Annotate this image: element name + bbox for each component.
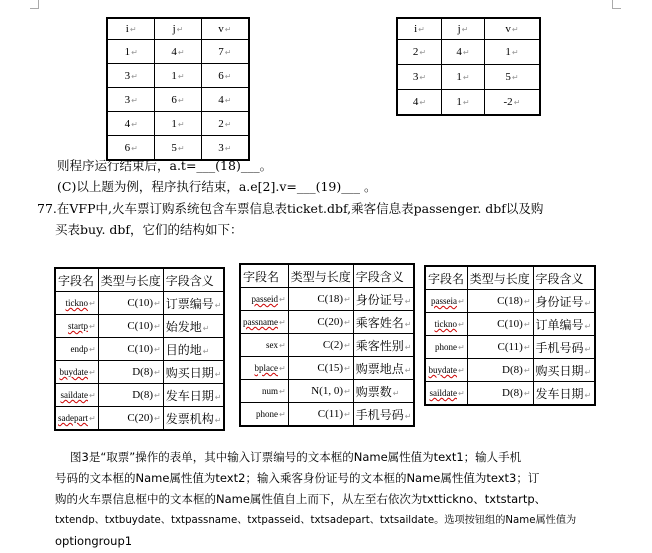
field-name-cell-text: startp [67,321,88,331]
field-type-cell [288,288,353,311]
paragraph-mark-icon: ↵ [462,73,470,82]
paragraph-mark-icon: ↵ [131,143,138,153]
paragraph-mark-icon: ↵ [279,410,286,419]
column-header [201,18,249,40]
field-meaning-cell-text: 身份证号 [355,292,404,307]
field-name-cell [55,315,98,338]
field-type-cell-text: D(8) [502,364,523,376]
paragraph-line-3: 购的火车票信息框中的文本框的Name属性值自上而下，从左至右依次为txttickno、txtstartp、 [55,492,547,506]
paragraph-mark-icon: ↵ [154,391,161,400]
field-name-cell-text: saildate [429,388,457,398]
field-type-cell-text: C(2) [322,339,344,351]
struct-row [55,407,224,431]
table-cell-text: 2 [218,117,224,130]
field-meaning-cell [533,382,595,406]
struct-row [55,292,224,315]
paragraph-mark-icon: ↵ [214,369,222,379]
field-name-cell [55,338,98,361]
field-meaning-cell [533,290,595,313]
field-meaning-cell-text: 发车日期 [535,386,584,401]
field-type-cell-text: D(8) [132,366,153,378]
table-cell [201,88,249,112]
field-type-cell [98,361,163,384]
paragraph-mark-icon: ↵ [224,71,232,81]
paragraph-mark-icon: ↵ [458,343,465,352]
paragraph-mark-icon: ↵ [279,341,286,350]
table-cell [397,40,441,65]
paragraph-mark-icon: ↵ [176,25,184,34]
paragraph-mark-icon: ↵ [418,25,425,34]
field-type-cell [98,384,163,407]
field-type-cell [288,334,353,357]
field-name-cell [240,357,288,380]
table-cell [107,88,155,112]
column-header-text: j [172,23,176,35]
struct-column-header: 字段名 [425,266,467,290]
paragraph-mark-icon: ↵ [344,387,351,396]
field-type-cell-text: C(15) [317,362,344,374]
paragraph-mark-icon: ↵ [584,367,592,377]
struct-row [240,311,414,334]
field-meaning-cell-text: 购票数 [355,384,392,399]
field-type-cell-text: N(1, 0) [311,385,344,397]
field-name-cell-text: passname [243,317,278,327]
paragraph-mark-icon: ↵ [214,300,222,310]
paragraph-mark-icon: ↵ [154,299,161,308]
paragraph-mark-icon: ↵ [214,392,222,402]
field-type-cell-text: C(10) [127,343,153,355]
field-meaning-cell [353,288,414,311]
field-meaning-cell-text: 订单编号 [535,317,584,332]
paragraph-mark-icon: ↵ [404,296,412,306]
struct-row [425,382,595,406]
field-type-cell-text: C(10) [127,297,153,309]
line-question-77-cont: 买表buy. dbf，它们的结构如下： [55,222,243,237]
paragraph-mark-icon: ↵ [224,119,232,129]
field-name-cell-text: tickno [434,319,457,329]
column-header-text: j [457,23,461,35]
paragraph-mark-icon: ↵ [88,414,96,423]
line-question-18: 则程序运行结束后，a.t=___(18)___。 [57,158,273,173]
table-cell-text: 3 [124,93,131,106]
paragraph-mark-icon: ↵ [392,388,400,398]
table-row [397,65,540,90]
paragraph-mark-icon: ↵ [154,322,161,331]
table-cell [201,112,249,136]
field-name-cell-text: phone [256,409,278,419]
paragraph-mark-icon: ↵ [584,321,592,331]
column-header [155,18,201,40]
field-meaning-cell-text: 订票编号 [165,296,214,311]
structure-table-passenger [239,263,415,427]
paragraph-mark-icon: ↵ [404,411,412,421]
field-type-cell-text: D(8) [502,387,523,399]
field-type-cell [98,315,163,338]
paragraph-mark-icon: ↵ [279,387,286,396]
table-cell [155,88,201,112]
field-name-cell-text: sex [266,340,278,350]
field-type-cell-text: C(20) [317,316,344,328]
struct-row [425,313,595,336]
field-meaning-cell [163,315,224,338]
field-meaning-cell [163,407,224,431]
table-cell-text: 1 [171,69,177,82]
paragraph-mark-icon: ↵ [224,25,232,34]
paragraph-mark-icon: ↵ [462,48,470,57]
paragraph-mark-icon: ↵ [511,25,519,34]
paragraph-mark-icon: ↵ [131,119,138,129]
field-name-cell [240,288,288,311]
field-type-cell [467,359,533,382]
paragraph-mark-icon: ↵ [88,299,96,308]
paragraph-mark-icon: ↵ [177,71,185,81]
field-name-cell-text: endp [70,344,88,354]
field-meaning-cell-text: 发车日期 [165,388,214,403]
field-name-cell [425,359,467,382]
paragraph-mark-icon: ↵ [458,366,465,375]
field-meaning-cell-text: 购买日期 [165,365,214,380]
field-type-cell [288,380,353,403]
field-meaning-cell-text: 身份证号 [535,294,584,309]
paragraph-mark-icon: ↵ [458,320,465,329]
struct-column-header: 字段名 [240,264,288,288]
paragraph-mark-icon: ↵ [344,410,351,419]
table-cell-text: 6 [171,93,177,106]
table-cell-text: 1 [456,71,462,83]
table-cell-text: 3 [412,71,419,83]
paragraph-mark-icon: ↵ [131,47,138,57]
paragraph-line-4: txtendp、txtbuydate、txtpassname、txtpasseid、txtsadepart、txtsaildate。选项按钮组的Name属性值为 [55,515,577,526]
paragraph-line-1: 图3是“取票”操作的表单，其中输入订票编号的文本框的Name属性值为text1；输人手机 [70,450,522,464]
paragraph-mark-icon: ↵ [523,366,531,375]
field-type-cell [288,357,353,380]
field-name-cell-text: saildate [60,390,88,400]
table-cell-text: 4 [171,45,177,58]
paragraph-mark-icon: ↵ [154,414,161,423]
field-type-cell-text: C(18) [317,293,344,305]
field-name-cell [240,334,288,357]
struct-row [240,403,414,427]
column-header [397,18,441,40]
paragraph-mark-icon: ↵ [129,25,137,34]
field-meaning-cell [353,334,414,357]
field-name-cell-text: buydate [59,367,88,377]
field-name-cell [240,403,288,427]
paragraph-mark-icon: ↵ [523,297,531,306]
field-type-cell [467,382,533,406]
triplet-table-left [106,17,250,161]
paragraph-mark-icon: ↵ [404,342,412,352]
corner-mark-left [30,0,39,9]
column-header [107,18,155,40]
paragraph-mark-icon: ↵ [131,95,138,105]
paragraph-mark-icon: ↵ [88,368,96,377]
paragraph-mark-icon: ↵ [419,48,427,57]
table-cell [441,90,484,116]
struct-row [425,359,595,382]
field-name-cell [55,361,98,384]
table-cell-text: 3 [218,141,224,154]
table-cell [484,90,540,116]
field-type-cell-text: C(18) [497,295,523,307]
table-cell-text: 4 [124,117,131,130]
table-cell-text: 1 [171,117,177,130]
table-cell-text: 4 [456,46,462,58]
field-name-cell-text: buydate [428,365,457,375]
table-row [397,90,540,116]
paragraph-mark-icon: ↵ [344,341,351,350]
table-cell-text: 4 [412,96,419,108]
field-name-cell-text: bplace [254,363,278,373]
field-meaning-cell [353,311,414,334]
paragraph-mark-icon: ↵ [458,389,465,398]
field-type-cell-text: C(10) [127,320,153,332]
table-cell [155,112,201,136]
field-name-cell-text: passeid [251,294,278,304]
struct-column-header: 字段含义 [353,264,414,288]
table-cell-text: -2 [503,96,513,108]
paragraph-mark-icon: ↵ [458,297,465,306]
field-name-cell [55,407,98,431]
triplet-table-right [396,17,541,116]
struct-column-header: 字段名 [55,268,98,292]
field-type-cell-text: C(11) [497,341,523,353]
field-type-cell [98,407,163,431]
struct-row [240,357,414,380]
table-cell-text: 1 [456,96,462,108]
paragraph-mark-icon: ↵ [154,345,161,354]
column-header-text: v [505,23,511,35]
table-cell-text: 3 [124,69,131,82]
field-name-cell [55,292,98,315]
paragraph-mark-icon: ↵ [344,295,351,304]
struct-row [425,336,595,359]
field-meaning-cell-text: 购票地点 [355,361,404,376]
structure-table-buy [424,265,596,406]
field-meaning-cell-text: 手机号码 [355,407,404,422]
field-meaning-cell [163,361,224,384]
struct-row [425,290,595,313]
paragraph-mark-icon: ↵ [177,95,185,105]
field-type-cell [288,311,353,334]
paragraph-mark-icon: ↵ [584,390,592,400]
paragraph-mark-icon: ↵ [177,143,185,153]
field-meaning-cell [163,338,224,361]
table-cell-text: 7 [218,45,224,58]
paragraph-mark-icon: ↵ [419,98,427,107]
table-row [107,112,249,136]
paragraph-mark-icon: ↵ [279,318,286,327]
column-header [441,18,484,40]
field-meaning-cell-text: 乘客性别 [355,338,404,353]
table-cell [155,64,201,88]
paragraph-mark-icon: ↵ [344,318,351,327]
field-meaning-cell [533,336,595,359]
paragraph-line-2: 号码的文本框的Name属性值为text2；输入乘客身份证号的文本框的Name属性值为text3；订 [55,471,540,485]
table-cell [441,65,484,90]
field-meaning-cell [163,384,224,407]
paragraph-mark-icon: ↵ [224,143,232,153]
field-name-cell [425,313,467,336]
field-type-cell [98,292,163,315]
field-meaning-cell-text: 购买日期 [535,363,584,378]
table-cell [107,112,155,136]
table-cell [155,40,201,64]
table-cell [107,40,155,64]
column-header-text: i [125,23,129,35]
line-question-19: (C)以上题为例，程序执行结束，a.e[2].v=___(19)___ 。 [57,179,377,194]
field-meaning-cell-text: 始发地 [165,319,202,334]
field-name-cell [240,380,288,403]
paragraph-mark-icon: ↵ [224,47,232,57]
field-name-cell-text: tickno [65,298,88,308]
field-name-cell [425,336,467,359]
table-cell-text: 1 [505,46,511,58]
field-name-cell [55,384,98,407]
paragraph-mark-icon: ↵ [344,364,351,373]
struct-header-row [55,268,224,292]
table-row [107,40,249,64]
paragraph-mark-icon: ↵ [461,25,469,34]
table-cell [201,64,249,88]
struct-column-header: 类型与长度 [467,266,533,290]
column-header-text: i [414,23,418,35]
table-cell-text: 2 [412,46,419,58]
field-meaning-cell [353,403,414,427]
table-cell [397,65,441,90]
struct-row [240,380,414,403]
table-cell [484,65,540,90]
struct-row [55,384,224,407]
field-name-cell-text: phone [435,342,457,352]
paragraph-mark-icon: ↵ [513,98,521,107]
struct-row [240,334,414,357]
field-meaning-cell [353,380,414,403]
struct-column-header: 字段含义 [533,266,595,290]
struct-row [55,338,224,361]
table-row [107,88,249,112]
struct-column-header: 类型与长度 [288,264,353,288]
paragraph-mark-icon: ↵ [404,319,412,329]
field-meaning-cell-text: 乘客姓名 [355,315,404,330]
field-name-cell [240,311,288,334]
table-row [397,40,540,65]
field-type-cell [98,338,163,361]
paragraph-mark-icon: ↵ [131,71,138,81]
field-meaning-cell-text: 发票机构 [165,411,214,426]
field-name-cell [425,382,467,406]
paragraph-mark-icon: ↵ [511,73,519,82]
paragraph-mark-icon: ↵ [177,47,185,57]
structure-table-ticket [54,267,225,431]
table-cell-text: 4 [218,93,224,106]
struct-column-header: 类型与长度 [98,268,163,292]
paragraph-mark-icon: ↵ [584,344,592,354]
field-type-cell-text: D(8) [132,389,153,401]
field-type-cell-text: C(11) [317,408,344,420]
paragraph-mark-icon: ↵ [202,323,210,333]
struct-header-row [240,264,414,288]
field-meaning-cell [533,359,595,382]
table-cell [107,64,155,88]
struct-row [55,315,224,338]
paragraph-mark-icon: ↵ [523,320,531,329]
paragraph-mark-icon: ↵ [88,322,96,331]
field-meaning-cell [353,357,414,380]
column-header [484,18,540,40]
paragraph-line-5: optiongroup1 [55,534,133,548]
column-header-text: v [218,23,224,35]
paragraph-mark-icon: ↵ [511,48,519,57]
struct-header-row [425,266,595,290]
line-question-77: 77.在VFP中,火车票订购系统包含车票信息表ticket.dbf,乘客信息表passenger. dbf以及购 [37,201,544,216]
field-meaning-cell [533,313,595,336]
struct-row [240,288,414,311]
table-row [107,64,249,88]
field-type-cell [467,336,533,359]
paragraph-mark-icon: ↵ [523,343,531,352]
table-header-row [107,18,249,40]
table-cell-text: 1 [124,45,131,58]
paragraph-mark-icon: ↵ [88,391,96,400]
table-cell [441,40,484,65]
field-type-cell [467,290,533,313]
table-header-row [397,18,540,40]
table-cell-text: 6 [124,141,131,154]
paragraph-mark-icon: ↵ [214,415,222,425]
table-cell-text: 5 [171,141,177,154]
field-name-cell-text: num [261,386,278,396]
paragraph-mark-icon: ↵ [584,298,592,308]
paragraph-mark-icon: ↵ [202,346,210,356]
field-meaning-cell-text: 手机号码 [535,340,584,355]
paragraph-mark-icon: ↵ [154,368,161,377]
table-cell [484,40,540,65]
field-type-cell [288,403,353,427]
table-cell [201,40,249,64]
table-cell [397,90,441,116]
table-cell-text: 6 [218,69,224,82]
paragraph-mark-icon: ↵ [279,364,286,373]
paragraph-mark-icon: ↵ [462,98,470,107]
paragraph-mark-icon: ↵ [523,389,531,398]
field-name-cell [425,290,467,313]
table-cell-text: 5 [505,71,511,83]
field-type-cell [467,313,533,336]
struct-column-header: 字段含义 [163,268,224,292]
paragraph-mark-icon: ↵ [404,365,412,375]
paragraph-mark-icon: ↵ [279,295,286,304]
field-name-cell-text: passeia [431,296,457,306]
paragraph-mark-icon: ↵ [88,345,96,354]
corner-mark-right [612,0,621,9]
field-meaning-cell-text: 目的地 [165,342,202,357]
field-name-cell-text: sadepart [58,413,88,423]
struct-row [55,361,224,384]
paragraph-mark-icon: ↵ [419,73,427,82]
field-meaning-cell [163,292,224,315]
field-type-cell-text: C(20) [127,412,153,424]
paragraph-mark-icon: ↵ [177,119,185,129]
field-type-cell-text: C(10) [497,318,523,330]
paragraph-mark-icon: ↵ [224,95,232,105]
